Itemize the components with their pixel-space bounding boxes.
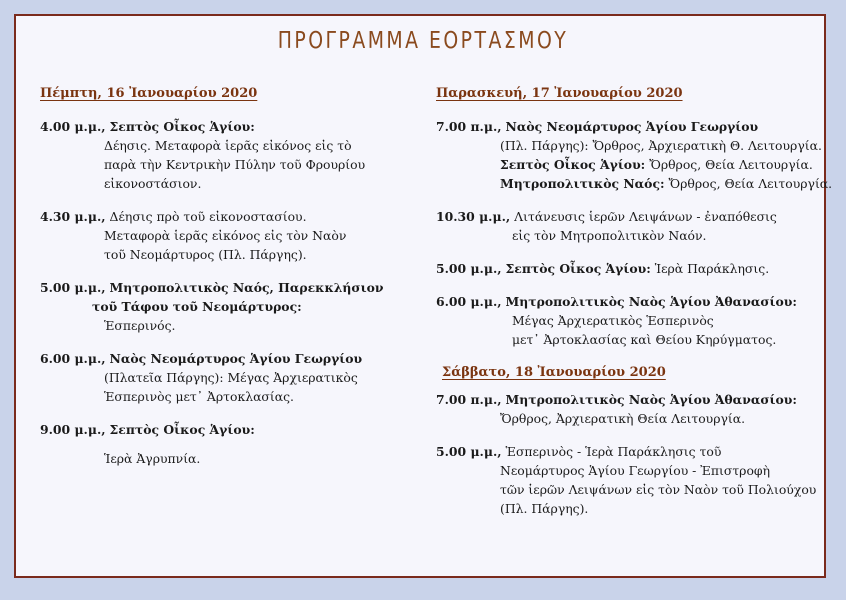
entry-time: 5.00 μ.μ., xyxy=(40,280,106,295)
day-heading-saturday: Σάββατο, 18 Ἰανουαρίου 2020 xyxy=(442,365,666,380)
entry-line: Ἱερὰ Ἀγρυπνία. xyxy=(104,451,201,466)
entry-line: (Πλατεῖα Πάργης): Μέγας Ἀρχιερατικὸς xyxy=(104,370,358,385)
schedule-entry xyxy=(436,390,821,428)
entry-line: (Πλ. Πάργης): Ὄρθρος, Ἀρχιερατικὴ Θ. Λειτουργία. xyxy=(500,138,822,153)
schedule-entry xyxy=(40,207,410,264)
entry-text: Δέησις πρὸ τοῦ εἰκονοστασίου. xyxy=(109,209,307,224)
entry-line: (Πλ. Πάργης). xyxy=(500,501,589,516)
entry-text: Ἑσπερινὸς - Ἱερὰ Παράκλησις τοῦ xyxy=(505,444,722,459)
entry-place: Σεπτὸς Οἶκος Ἁγίου: xyxy=(109,119,255,134)
entry-time: 5.00 μ.μ., xyxy=(436,444,502,459)
entry-line: Νεομάρτυρος Ἁγίου Γεωργίου - Ἐπιστροφὴ xyxy=(500,463,771,478)
entry-line: Μεταφορὰ ἱερᾶς εἰκόνος εἰς τὸν Ναὸν xyxy=(104,228,347,243)
entry-time: 10.30 μ.μ., xyxy=(436,209,511,224)
entry-time: 6.00 μ.μ., xyxy=(40,351,106,366)
schedule-entry xyxy=(436,259,821,278)
entry-line: τοῦ Νεομάρτυρος (Πλ. Πάργης). xyxy=(104,247,307,262)
schedule-entry xyxy=(436,117,833,193)
entry-line: Δέησις. Μεταφορὰ ἱερᾶς εἰκόνος εἰς τὸ xyxy=(104,138,352,153)
entry-line: τῶν ἱερῶν Λειψάνων εἰς τὸν Ναὸν τοῦ Πολιούχου xyxy=(500,482,817,497)
schedule-entry xyxy=(436,292,821,349)
entry-time: 4.00 μ.μ., xyxy=(40,119,106,134)
entry-place: Σεπτὸς Οἶκος Ἁγίου: xyxy=(109,422,255,437)
entry-line: Ἑσπερινὸς μετ᾽ Ἀρτοκλασίας. xyxy=(104,389,294,404)
entry-text: Λιτάνευσις ἱερῶν Λειψάνων - ἐναπόθεσις xyxy=(514,209,777,224)
entry-line: Ὄρθρος, Θεία Λειτουργία. xyxy=(668,176,833,191)
entry-place: Σεπτὸς Οἶκος Ἁγίου: xyxy=(500,157,646,172)
page-title: ΠΡΟΓΡΑΜΜΑ ΕΟΡΤΑΣΜΟΥ xyxy=(277,28,569,54)
schedule-entry xyxy=(40,278,410,335)
entry-time: 4.30 μ.μ., xyxy=(40,209,106,224)
right-column xyxy=(436,84,833,532)
schedule-entry xyxy=(40,420,410,468)
entry-text: Ἱερὰ Παράκλησις. xyxy=(654,261,770,276)
entry-line: μετ᾽ Ἀρτοκλασίας καὶ Θείου Κηρύγματος. xyxy=(512,332,777,347)
schedule-entry xyxy=(40,349,410,406)
schedule-entry xyxy=(436,442,821,518)
entry-place: Μητροπολιτικὸς Ναός: xyxy=(500,176,665,191)
entry-time: 7.00 π.μ., xyxy=(436,119,502,134)
entry-line: παρὰ τὴν Κεντρικὴν Πύλην τοῦ Φρουρίου xyxy=(104,157,366,172)
entry-time: 6.00 μ.μ., xyxy=(436,294,502,309)
entry-place: Μητροπολιτικὸς Ναὸς Ἁγίου Ἀθανασίου: xyxy=(505,392,797,407)
entry-line: Ἑσπερινός. xyxy=(104,318,176,333)
entry-line: Ὄρθρος, Ἀρχιερατικὴ Θεία Λειτουργία. xyxy=(500,411,746,426)
entry-place: Ναὸς Νεομάρτυρος Ἁγίου Γεωργίου xyxy=(505,119,759,134)
entry-line: Ὄρθρος, Θεία Λειτουργία. xyxy=(649,157,813,172)
left-column xyxy=(40,84,410,482)
entry-time: 9.00 μ.μ., xyxy=(40,422,106,437)
entry-place-cont: τοῦ Τάφου τοῦ Νεομάρτυρος: xyxy=(92,299,302,314)
entry-time: 7.00 π.μ., xyxy=(436,392,502,407)
entry-place: Σεπτὸς Οἶκος Ἁγίου: xyxy=(505,261,651,276)
entry-line: εἰς τὸν Μητροπολιτικὸν Ναόν. xyxy=(512,228,707,243)
schedule-entry xyxy=(40,117,410,193)
day-heading-thursday: Πέμπτη, 16 Ἰανουαρίου 2020 xyxy=(40,86,258,101)
entry-line: εἰκονοστάσιον. xyxy=(104,176,202,191)
entry-line: Μέγας Ἀρχιερατικὸς Ἑσπερινὸς xyxy=(512,313,714,328)
day-heading-friday: Παρασκευή, 17 Ἰανουαρίου 2020 xyxy=(436,86,683,101)
entry-place: Ναὸς Νεομάρτυρος Ἁγίου Γεωργίου xyxy=(109,351,363,366)
schedule-entry xyxy=(436,207,821,245)
entry-place: Μητροπολιτικὸς Ναός, Παρεκκλήσιον xyxy=(109,280,384,295)
entry-time: 5.00 μ.μ., xyxy=(436,261,502,276)
entry-place: Μητροπολιτικὸς Ναὸς Ἁγίου Ἀθανασίου: xyxy=(505,294,797,309)
